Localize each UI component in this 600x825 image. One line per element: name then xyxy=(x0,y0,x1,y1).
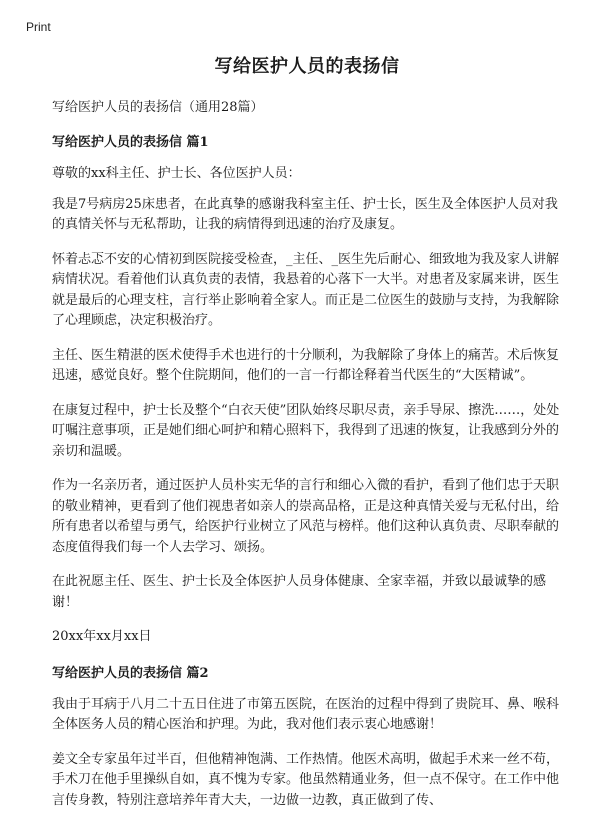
letter-section-2 xyxy=(52,662,562,812)
paragraph: 怀着忐忑不安的心情初到医院接受检查，_主任、_医生先后耐心、细致地为我及家人讲解病情状况。看着他们认真负责的表情，我悬着的心落下一大半。对患者及家属来讲，医生就是最后的心理支柱，言行举止影响着全家人。而正是二位医生的鼓励与支持，为我解除了心理顾虑，决定积极治疗。 xyxy=(52,251,560,328)
document-title: 写给医护人员的表扬信 xyxy=(214,56,400,77)
paragraph: 作为一名亲历者，通过医护人员朴实无华的言行和细心入微的看护，看到了他们忠于天职的敬业精神，更看到了他们视患者如亲人的崇高品格，正是这种真情关爱与无私付出，给所有患者以希望与勇气，给医护行业树立了风范与榜样。他们这种认真负责、尽职奉献的态度值得我们每一个人去学习、颂扬。 xyxy=(52,478,560,555)
paragraph: 在此祝愿主任、医生、护士长及全体医护人员身体健康、全家幸福，并致以最诚挚的感谢！ xyxy=(52,574,547,610)
paragraph: 在康复过程中，护士长及整个“白衣天使”团队始终尽职尽责，亲手导尿、擦洗……，处处叮嘱注意事项，正是她们细心呵护和精心照料下，我得到了迅速的恢复，让我感到分外的亲切和温暖。 xyxy=(52,402,560,459)
section-heading: 写给医护人员的表扬信 篇2 xyxy=(52,665,209,681)
letter-section-1 xyxy=(52,131,562,648)
paragraph: 我是7号病房25床患者，在此真挚的感谢我科室主任、护士长，医生及全体医护人员对我的真情关怀与无私帮助，让我的病情得到迅速的治疗及康复。 xyxy=(52,196,558,232)
section-heading: 写给医护人员的表扬信 篇1 xyxy=(52,135,209,150)
document-subtitle: 写给医护人员的表扬信（通用28篇） xyxy=(52,100,264,115)
paragraph: 主任、医生精湛的医术使得手术也进行的十分顺利，为我解除了身体上的痛苦。术后恢复迅速，感觉良好。整个住院期间，他们的一言一行都诠释着当代医生的“大医精诚”。 xyxy=(52,347,560,383)
print-label: Print xyxy=(26,20,51,34)
document-body xyxy=(52,52,562,825)
paragraph: 我由于耳病于八月二十五日住进了市第五医院，在医治的过程中得到了贵院耳、鼻、喉科全体医务人员的精心医治和护理。为此，我对他们表示衷心地感谢！ xyxy=(52,696,560,732)
letter-date: 20xx年xx月xx日 xyxy=(52,629,152,644)
salutation: 尊敬的xx科主任、护士长、各位医护人员： xyxy=(52,166,301,181)
paragraph: 姜文全专家虽年过半百，但他精神饱满、工作热情。他医术高明，做起手术来一丝不苟，手术刀在他手里操纵自如，真不愧为专家。他虽然精通业务，但一点不保守。在工作中他言传身教，特别注意培养年青大夫，一边做一边教，真正做到了传、 xyxy=(52,751,560,808)
